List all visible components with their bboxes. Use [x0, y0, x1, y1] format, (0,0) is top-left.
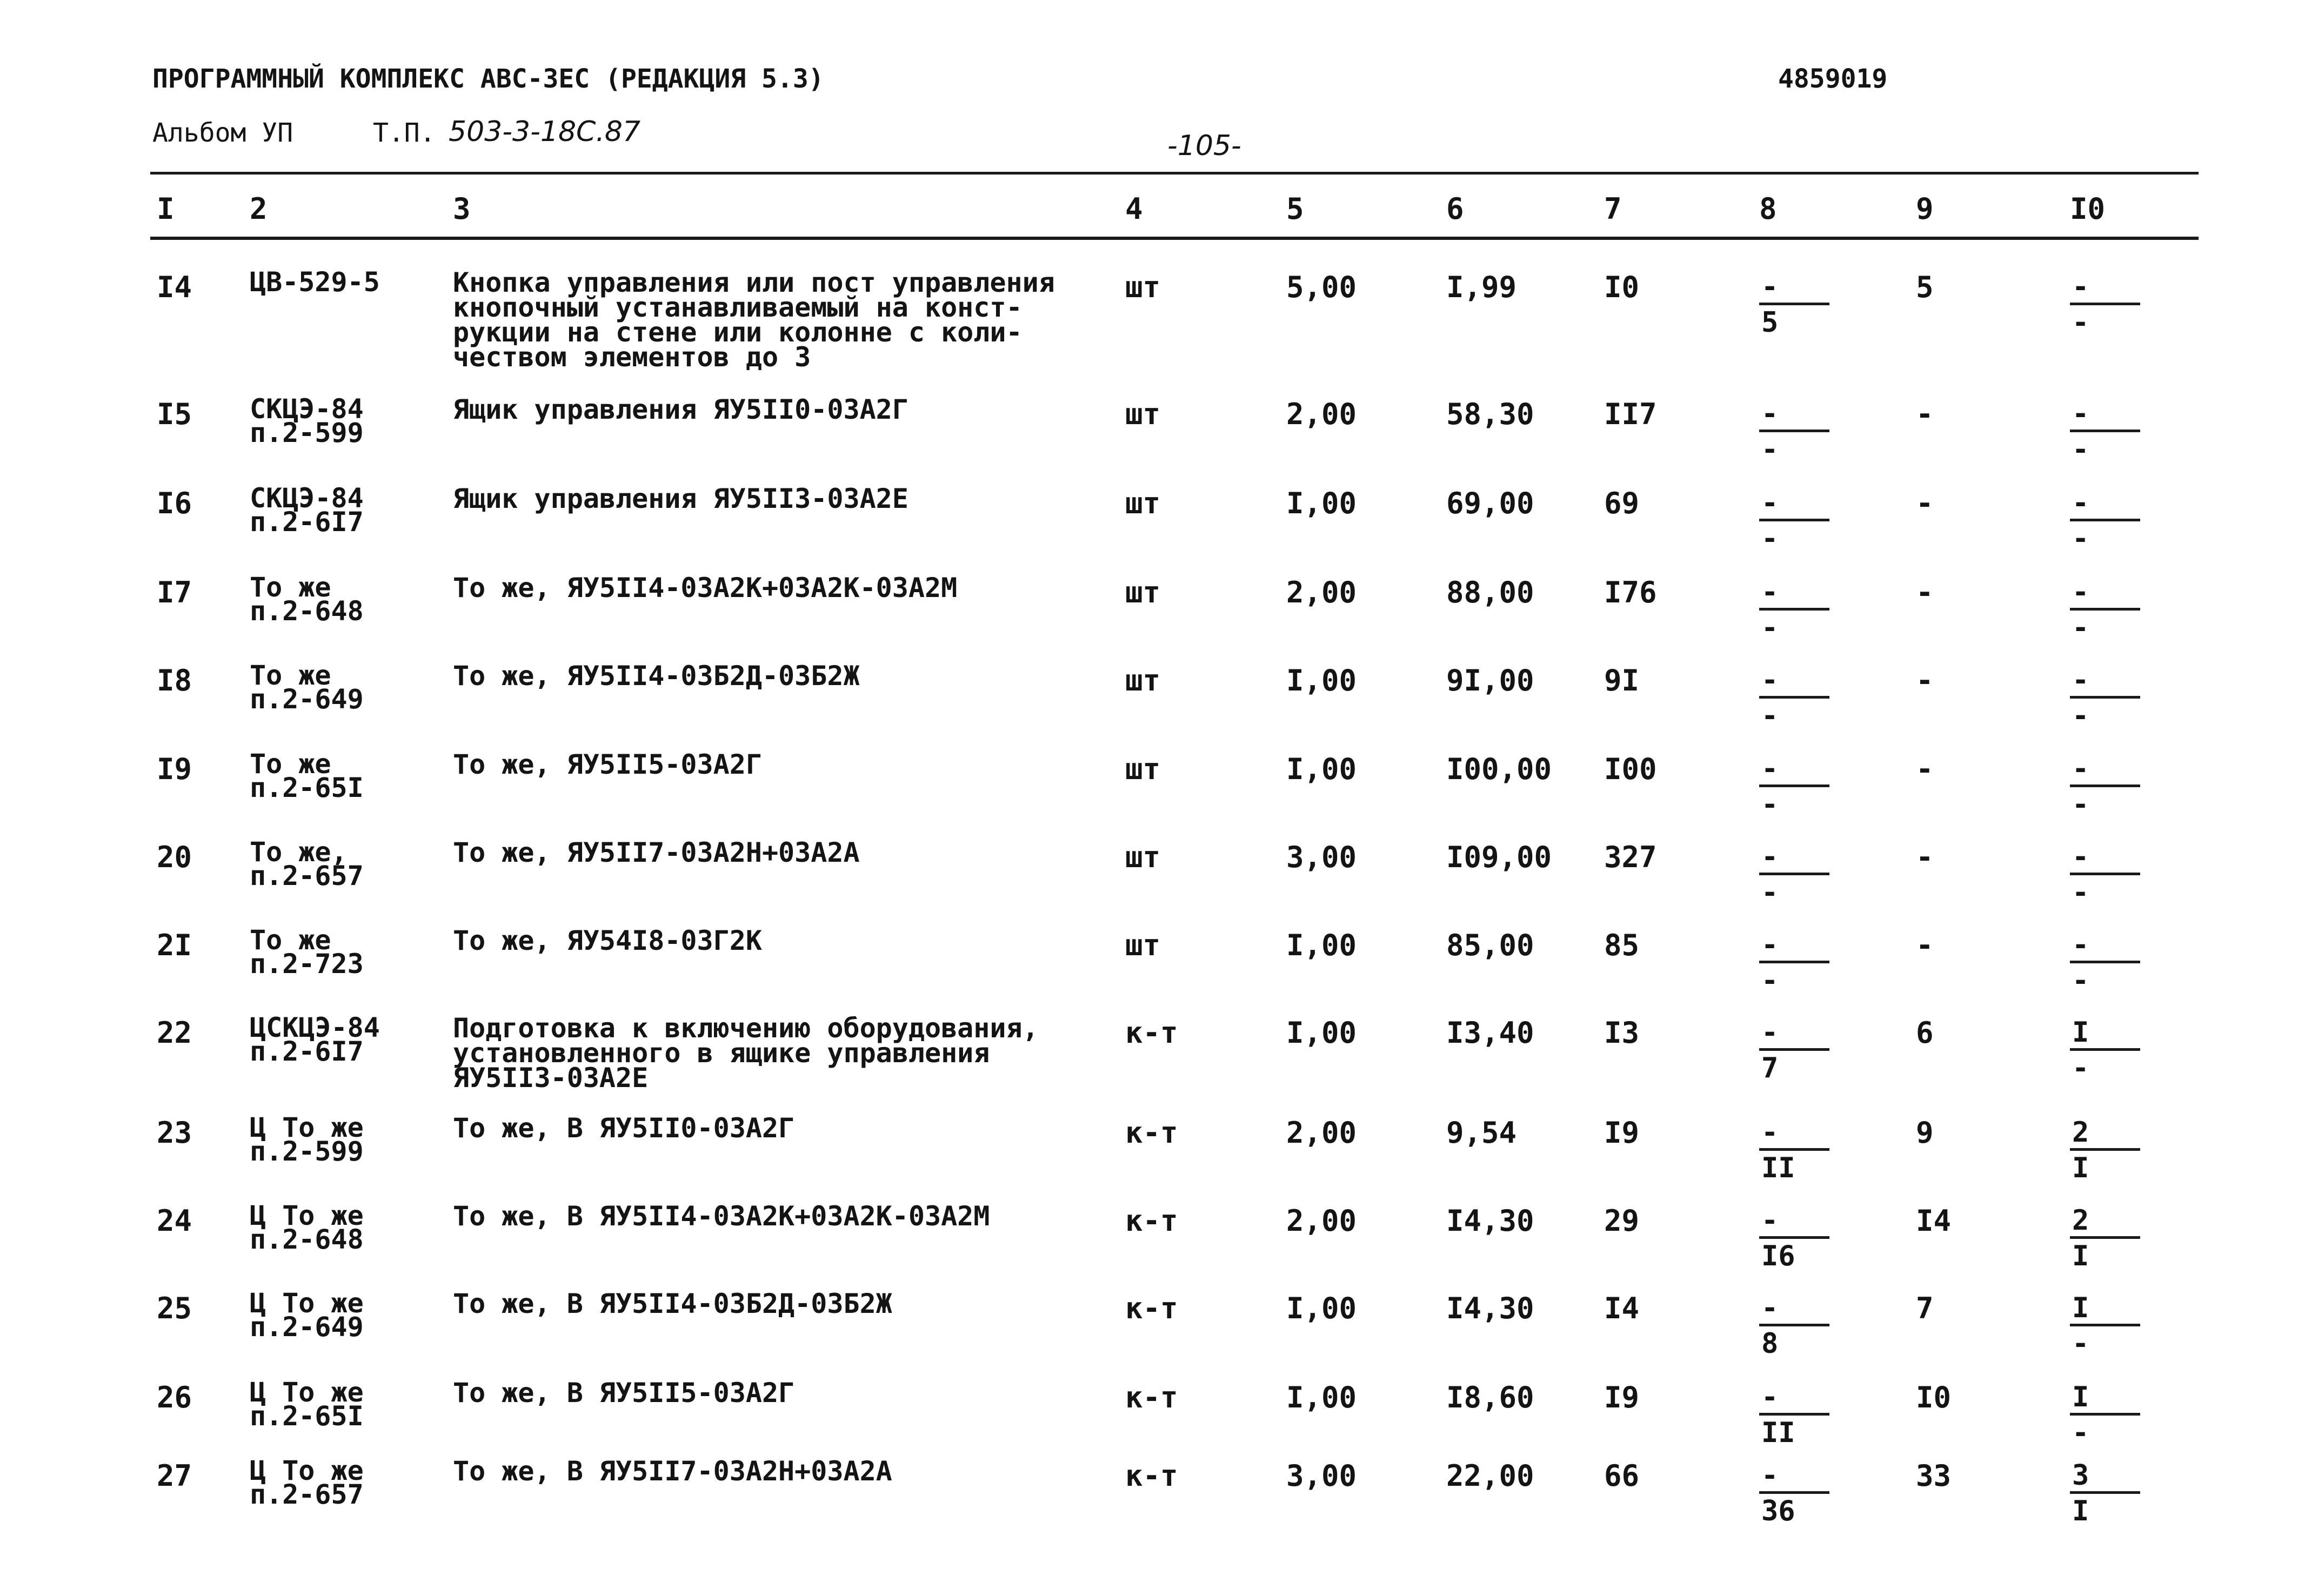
- row-description: [453, 1456, 892, 1487]
- row-description: [453, 837, 860, 868]
- table-row: [0, 266, 2298, 373]
- row-col10-fraction: [2070, 665, 2140, 733]
- row-code-line: п.2-6I7: [250, 1036, 364, 1067]
- fraction-denominator: II: [1761, 1152, 1795, 1184]
- row-col10-fraction: [2070, 1382, 2140, 1450]
- row-description-line: установленного в ящике управления: [453, 1037, 990, 1069]
- column-header: 3: [453, 192, 471, 226]
- fraction-denominator: -: [1761, 612, 1779, 644]
- column-header: 9: [1916, 192, 1934, 226]
- row-description-line: ЯУ5II3-03А2Е: [453, 1062, 649, 1094]
- row-unit: к-т: [1125, 1459, 1178, 1493]
- row-total: I0: [1604, 270, 1640, 304]
- row-quantity: I,00: [1286, 752, 1357, 786]
- row-col9: -: [1916, 486, 1934, 520]
- row-description: [453, 1377, 795, 1409]
- row-description: [453, 1288, 892, 1319]
- row-code-line: п.2-649: [250, 1311, 364, 1343]
- row-number: 2I: [157, 928, 192, 962]
- row-col8-fraction: [1759, 1292, 1829, 1361]
- row-total: 9I: [1604, 663, 1640, 698]
- row-code-line: ЦВ-529-5: [250, 266, 380, 298]
- row-code: [250, 393, 364, 448]
- table-row: [0, 1287, 2298, 1378]
- fraction-numerator: -: [1759, 929, 1829, 963]
- row-code: [250, 1112, 364, 1167]
- row-col9: 5: [1916, 270, 1934, 304]
- fraction-denominator: -: [2072, 1052, 2089, 1084]
- row-code-line: п.2-657: [250, 860, 364, 891]
- row-unit: шт: [1125, 486, 1161, 520]
- fraction-numerator: I: [2070, 1292, 2140, 1326]
- fraction-denominator: 5: [1761, 306, 1779, 339]
- row-description: [453, 572, 958, 603]
- fraction-denominator: -: [1761, 433, 1779, 466]
- row-description-line: То же, В ЯУ5II4-03А2К+03А2К-03А2М: [453, 1201, 990, 1232]
- fraction-denominator: -: [2072, 876, 2089, 909]
- fraction-denominator: -: [2072, 700, 2089, 732]
- row-unit: шт: [1125, 397, 1161, 431]
- row-col8-fraction: [1759, 576, 1829, 645]
- row-col10-fraction: [2070, 1117, 2140, 1185]
- row-unit: к-т: [1125, 1291, 1178, 1325]
- row-code-line: п.2-648: [250, 595, 364, 627]
- row-col10-fraction: [2070, 398, 2140, 467]
- row-code-line: То же: [250, 748, 331, 780]
- row-col8-fraction: [1759, 1117, 1829, 1185]
- row-code: [250, 1287, 364, 1343]
- row-col10-fraction: [2070, 576, 2140, 645]
- row-quantity: 3,00: [1286, 840, 1357, 874]
- row-total: I3: [1604, 1016, 1640, 1050]
- row-code-line: То же: [250, 924, 331, 956]
- row-unit: к-т: [1125, 1016, 1178, 1050]
- row-col8-fraction: [1759, 929, 1829, 998]
- program-title: ПРОГРАММНЫЙ КОМПЛЕКС АВС-ЗЕС (РЕДАКЦИЯ 5.3): [152, 64, 824, 94]
- fraction-numerator: -: [1759, 1205, 1829, 1239]
- fraction-numerator: 3: [2070, 1460, 2140, 1494]
- row-col9: -: [1916, 840, 1934, 874]
- row-code: [250, 1377, 364, 1432]
- row-description-line: То же, В ЯУ5II7-03А2Н+03А2А: [453, 1456, 892, 1487]
- row-number: I8: [157, 663, 192, 698]
- row-quantity: 2,00: [1286, 1204, 1357, 1238]
- row-number: I6: [157, 486, 192, 520]
- row-quantity: I,00: [1286, 1291, 1357, 1325]
- row-description-line: Ящик управления ЯУ5II3-03А2Е: [453, 483, 908, 514]
- row-quantity: I,00: [1286, 928, 1357, 962]
- table-row: [0, 572, 2298, 662]
- row-code-line: п.2-65I: [250, 1400, 364, 1432]
- row-code-line: То же: [250, 660, 331, 691]
- row-quantity: 2,00: [1286, 575, 1357, 609]
- row-code-line: п.2-723: [250, 948, 364, 980]
- row-description-line: кнопочный устанавливаемый на конст-: [453, 292, 1023, 323]
- album-label: Альбом УП: [152, 118, 293, 148]
- row-code-line: п.2-649: [250, 683, 364, 715]
- document-number: 4859019: [1778, 64, 1888, 94]
- row-col8-fraction: [1759, 271, 1829, 340]
- row-col8-fraction: [1759, 753, 1829, 822]
- row-number: I9: [157, 752, 192, 786]
- row-col10-fraction: [2070, 1017, 2140, 1085]
- table-row: [0, 836, 2298, 927]
- row-description-line: чеством элементов до 3: [453, 341, 811, 373]
- fraction-denominator: 7: [1761, 1052, 1779, 1084]
- fraction-numerator: 2: [2070, 1205, 2140, 1239]
- row-number: 26: [157, 1380, 192, 1414]
- tp-label: Т.П.: [373, 118, 436, 148]
- row-unit: шт: [1125, 928, 1161, 962]
- row-number: 20: [157, 840, 192, 874]
- row-col9: -: [1916, 397, 1934, 431]
- fraction-denominator: -: [2072, 964, 2089, 997]
- table-row: [0, 482, 2298, 573]
- fraction-denominator: -: [1761, 522, 1779, 555]
- fraction-denominator: I: [2072, 1240, 2089, 1272]
- row-code-line: п.2-648: [250, 1224, 364, 1255]
- row-description: [453, 925, 762, 956]
- row-total: I76: [1604, 575, 1657, 609]
- column-header: 8: [1759, 192, 1777, 226]
- fraction-numerator: -: [2070, 576, 2140, 611]
- fraction-numerator: -: [1759, 753, 1829, 787]
- row-code-line: п.2-599: [250, 417, 364, 448]
- row-quantity: I,00: [1286, 663, 1357, 698]
- fraction-numerator: -: [1759, 841, 1829, 875]
- row-quantity: 2,00: [1286, 397, 1357, 431]
- row-code: [250, 482, 364, 538]
- row-description-line: То же, В ЯУ5II4-03Б2Д-03Б2Ж: [453, 1288, 892, 1319]
- row-col8-fraction: [1759, 487, 1829, 556]
- row-unit: шт: [1125, 575, 1161, 609]
- row-col9: I4: [1916, 1204, 1952, 1238]
- column-header: I: [157, 192, 175, 226]
- row-number: 27: [157, 1459, 192, 1493]
- row-code-line: ЦСКЦЭ-84: [250, 1012, 380, 1043]
- row-description-line: То же, ЯУ54I8-03Г2К: [453, 925, 762, 956]
- table-row: [0, 1200, 2298, 1290]
- row-unit-price: I4,30: [1446, 1291, 1534, 1325]
- table-row: [0, 1012, 2298, 1102]
- row-description-line: Подготовка к включению оборудования,: [453, 1012, 1039, 1044]
- row-unit-price: 9,54: [1446, 1116, 1517, 1150]
- row-unit-price: 69,00: [1446, 486, 1534, 520]
- row-quantity: I,00: [1286, 1016, 1357, 1050]
- row-unit-price: I00,00: [1446, 752, 1552, 786]
- fraction-numerator: 2: [2070, 1117, 2140, 1151]
- row-col8-fraction: [1759, 1382, 1829, 1450]
- row-col9: 33: [1916, 1459, 1952, 1493]
- row-code: [250, 1200, 364, 1255]
- row-description: [453, 483, 908, 514]
- row-code-line: То же: [250, 572, 331, 603]
- row-description-line: То же, ЯУ5II4-03Б2Д-03Б2Ж: [453, 660, 860, 692]
- table-row: [0, 1377, 2298, 1467]
- row-unit: к-т: [1125, 1380, 1178, 1414]
- column-header: 2: [250, 192, 268, 226]
- row-unit: шт: [1125, 270, 1161, 304]
- fraction-numerator: -: [2070, 753, 2140, 787]
- row-col10-fraction: [2070, 1460, 2140, 1528]
- row-unit: шт: [1125, 663, 1161, 698]
- row-unit-price: I3,40: [1446, 1016, 1534, 1050]
- row-total: 66: [1604, 1459, 1640, 1493]
- fraction-denominator: I6: [1761, 1240, 1795, 1272]
- row-total: 327: [1604, 840, 1657, 874]
- row-code-line: п.2-6I7: [250, 506, 364, 538]
- row-total: II7: [1604, 397, 1657, 431]
- row-number: 25: [157, 1291, 192, 1325]
- row-code-line: Ц То же: [250, 1455, 364, 1486]
- row-total: 85: [1604, 928, 1640, 962]
- fraction-numerator: -: [2070, 841, 2140, 875]
- fraction-numerator: -: [2070, 487, 2140, 521]
- row-number: 22: [157, 1016, 192, 1050]
- row-col9: 6: [1916, 1016, 1934, 1050]
- page-number: -105-: [1167, 130, 1241, 162]
- fraction-denominator: -: [1761, 964, 1779, 997]
- row-code-line: СКЦЭ-84: [250, 393, 364, 425]
- column-header: 7: [1604, 192, 1622, 226]
- fraction-numerator: -: [1759, 1382, 1829, 1416]
- row-col10-fraction: [2070, 487, 2140, 556]
- row-unit-price: 85,00: [1446, 928, 1534, 962]
- row-unit-price: 22,00: [1446, 1459, 1534, 1493]
- fraction-numerator: -: [1759, 665, 1829, 699]
- table-row: [0, 1112, 2298, 1202]
- table-row: [0, 660, 2298, 750]
- row-col9: 9: [1916, 1116, 1934, 1150]
- row-unit-price: I,99: [1446, 270, 1517, 304]
- table-header-rule: [150, 237, 2199, 240]
- row-quantity: I,00: [1286, 486, 1357, 520]
- fraction-numerator: -: [1759, 487, 1829, 521]
- fraction-denominator: -: [2072, 306, 2089, 339]
- row-code-line: Ц То же: [250, 1112, 364, 1143]
- row-col8-fraction: [1759, 665, 1829, 733]
- row-number: 24: [157, 1204, 192, 1238]
- fraction-numerator: -: [1759, 1017, 1829, 1051]
- row-description: [453, 394, 908, 425]
- row-col9: -: [1916, 575, 1934, 609]
- row-unit-price: I09,00: [1446, 840, 1552, 874]
- row-total: 29: [1604, 1204, 1640, 1238]
- fraction-numerator: -: [1759, 1460, 1829, 1494]
- fraction-denominator: II: [1761, 1417, 1795, 1449]
- row-code-line: Ц То же: [250, 1377, 364, 1408]
- fraction-denominator: -: [1761, 700, 1779, 732]
- tp-number: 503-3-18С.87: [449, 116, 641, 148]
- fraction-denominator: 8: [1761, 1327, 1779, 1360]
- row-col8-fraction: [1759, 1017, 1829, 1085]
- row-code: [250, 660, 364, 715]
- row-description-line: То же, В ЯУ5II5-03А2Г: [453, 1377, 795, 1409]
- row-number: I7: [157, 575, 192, 609]
- column-header: 6: [1446, 192, 1464, 226]
- row-total: I9: [1604, 1116, 1640, 1150]
- row-description-line: То же, ЯУ5II7-03А2Н+03А2А: [453, 837, 860, 868]
- column-header: 4: [1125, 192, 1143, 226]
- row-description: [453, 267, 1055, 373]
- row-description: [453, 749, 762, 780]
- row-code-line: Ц То же: [250, 1287, 364, 1319]
- fraction-numerator: -: [1759, 1292, 1829, 1326]
- row-quantity: 5,00: [1286, 270, 1357, 304]
- row-total: I00: [1604, 752, 1657, 786]
- row-col10-fraction: [2070, 1205, 2140, 1273]
- row-total: I9: [1604, 1380, 1640, 1414]
- fraction-numerator: -: [1759, 271, 1829, 305]
- fraction-denominator: -: [2072, 522, 2089, 555]
- row-number: I4: [157, 270, 192, 304]
- row-number: I5: [157, 397, 192, 431]
- row-col10-fraction: [2070, 1292, 2140, 1361]
- row-description-line: Ящик управления ЯУ5II0-03А2Г: [453, 394, 908, 425]
- row-description: [453, 1201, 990, 1232]
- fraction-numerator: -: [2070, 665, 2140, 699]
- fraction-denominator: -: [1761, 876, 1779, 909]
- table-row: [0, 1455, 2298, 1545]
- row-unit: к-т: [1125, 1204, 1178, 1238]
- row-code: [250, 748, 364, 803]
- row-code-line: То же,: [250, 836, 348, 868]
- row-code: [250, 924, 364, 980]
- row-description: [453, 660, 860, 692]
- row-description-line: рукции на стене или колонне с коли-: [453, 317, 1023, 348]
- row-col8-fraction: [1759, 1460, 1829, 1528]
- row-total: 69: [1604, 486, 1640, 520]
- fraction-numerator: -: [1759, 398, 1829, 432]
- table-row: [0, 748, 2298, 839]
- row-unit: шт: [1125, 840, 1161, 874]
- row-code-line: п.2-657: [250, 1479, 364, 1510]
- row-code-line: п.2-65I: [250, 772, 364, 803]
- fraction-denominator: -: [2072, 1417, 2089, 1449]
- fraction-numerator: -: [2070, 398, 2140, 432]
- row-unit-price: I8,60: [1446, 1380, 1534, 1414]
- row-col10-fraction: [2070, 271, 2140, 340]
- row-col8-fraction: [1759, 1205, 1829, 1273]
- row-unit-price: 88,00: [1446, 575, 1534, 609]
- row-col9: -: [1916, 752, 1934, 786]
- row-col10-fraction: [2070, 841, 2140, 910]
- row-description: [453, 1012, 1039, 1094]
- row-col10-fraction: [2070, 753, 2140, 822]
- row-code-line: п.2-599: [250, 1136, 364, 1167]
- row-quantity: 2,00: [1286, 1116, 1357, 1150]
- fraction-denominator: I: [2072, 1152, 2089, 1184]
- fraction-denominator: 36: [1761, 1495, 1795, 1527]
- row-description-line: То же, В ЯУ5II0-03А2Г: [453, 1112, 795, 1144]
- fraction-numerator: I: [2070, 1382, 2140, 1416]
- fraction-denominator: -: [2072, 433, 2089, 466]
- row-number: 23: [157, 1116, 192, 1150]
- fraction-numerator: -: [2070, 929, 2140, 963]
- row-col9: -: [1916, 928, 1934, 962]
- row-code-line: СКЦЭ-84: [250, 482, 364, 514]
- row-quantity: 3,00: [1286, 1459, 1357, 1493]
- fraction-denominator: -: [2072, 1327, 2089, 1360]
- row-description: [453, 1112, 795, 1144]
- table-row: [0, 924, 2298, 1015]
- column-header: I0: [2070, 192, 2106, 226]
- fraction-denominator: -: [2072, 612, 2089, 644]
- row-code: [250, 572, 364, 627]
- column-header: 5: [1286, 192, 1304, 226]
- row-code: [250, 836, 364, 891]
- row-col9: 7: [1916, 1291, 1934, 1325]
- row-unit-price: 9I,00: [1446, 663, 1534, 698]
- row-code: [250, 1012, 380, 1067]
- fraction-denominator: I: [2072, 1495, 2089, 1527]
- row-code-line: Ц То же: [250, 1200, 364, 1231]
- row-code: [250, 1455, 364, 1510]
- row-description-line: То же, ЯУ5II4-03А2К+03А2К-03А2М: [453, 572, 958, 603]
- table-top-rule: [150, 172, 2199, 175]
- fraction-numerator: I: [2070, 1017, 2140, 1051]
- row-unit: к-т: [1125, 1116, 1178, 1150]
- table-row: [0, 393, 2298, 484]
- row-description-line: Кнопка управления или пост управления: [453, 267, 1055, 298]
- row-col10-fraction: [2070, 929, 2140, 998]
- fraction-numerator: -: [2070, 271, 2140, 305]
- fraction-denominator: -: [1761, 788, 1779, 821]
- fraction-numerator: -: [1759, 1117, 1829, 1151]
- row-unit-price: I4,30: [1446, 1204, 1534, 1238]
- row-unit-price: 58,30: [1446, 397, 1534, 431]
- row-unit: шт: [1125, 752, 1161, 786]
- fraction-denominator: -: [2072, 788, 2089, 821]
- row-quantity: I,00: [1286, 1380, 1357, 1414]
- row-col8-fraction: [1759, 841, 1829, 910]
- row-col9: I0: [1916, 1380, 1952, 1414]
- row-total: I4: [1604, 1291, 1640, 1325]
- row-description-line: То же, ЯУ5II5-03А2Г: [453, 749, 762, 780]
- row-col9: -: [1916, 663, 1934, 698]
- row-col8-fraction: [1759, 398, 1829, 467]
- row-code: [250, 266, 380, 298]
- fraction-numerator: -: [1759, 576, 1829, 611]
